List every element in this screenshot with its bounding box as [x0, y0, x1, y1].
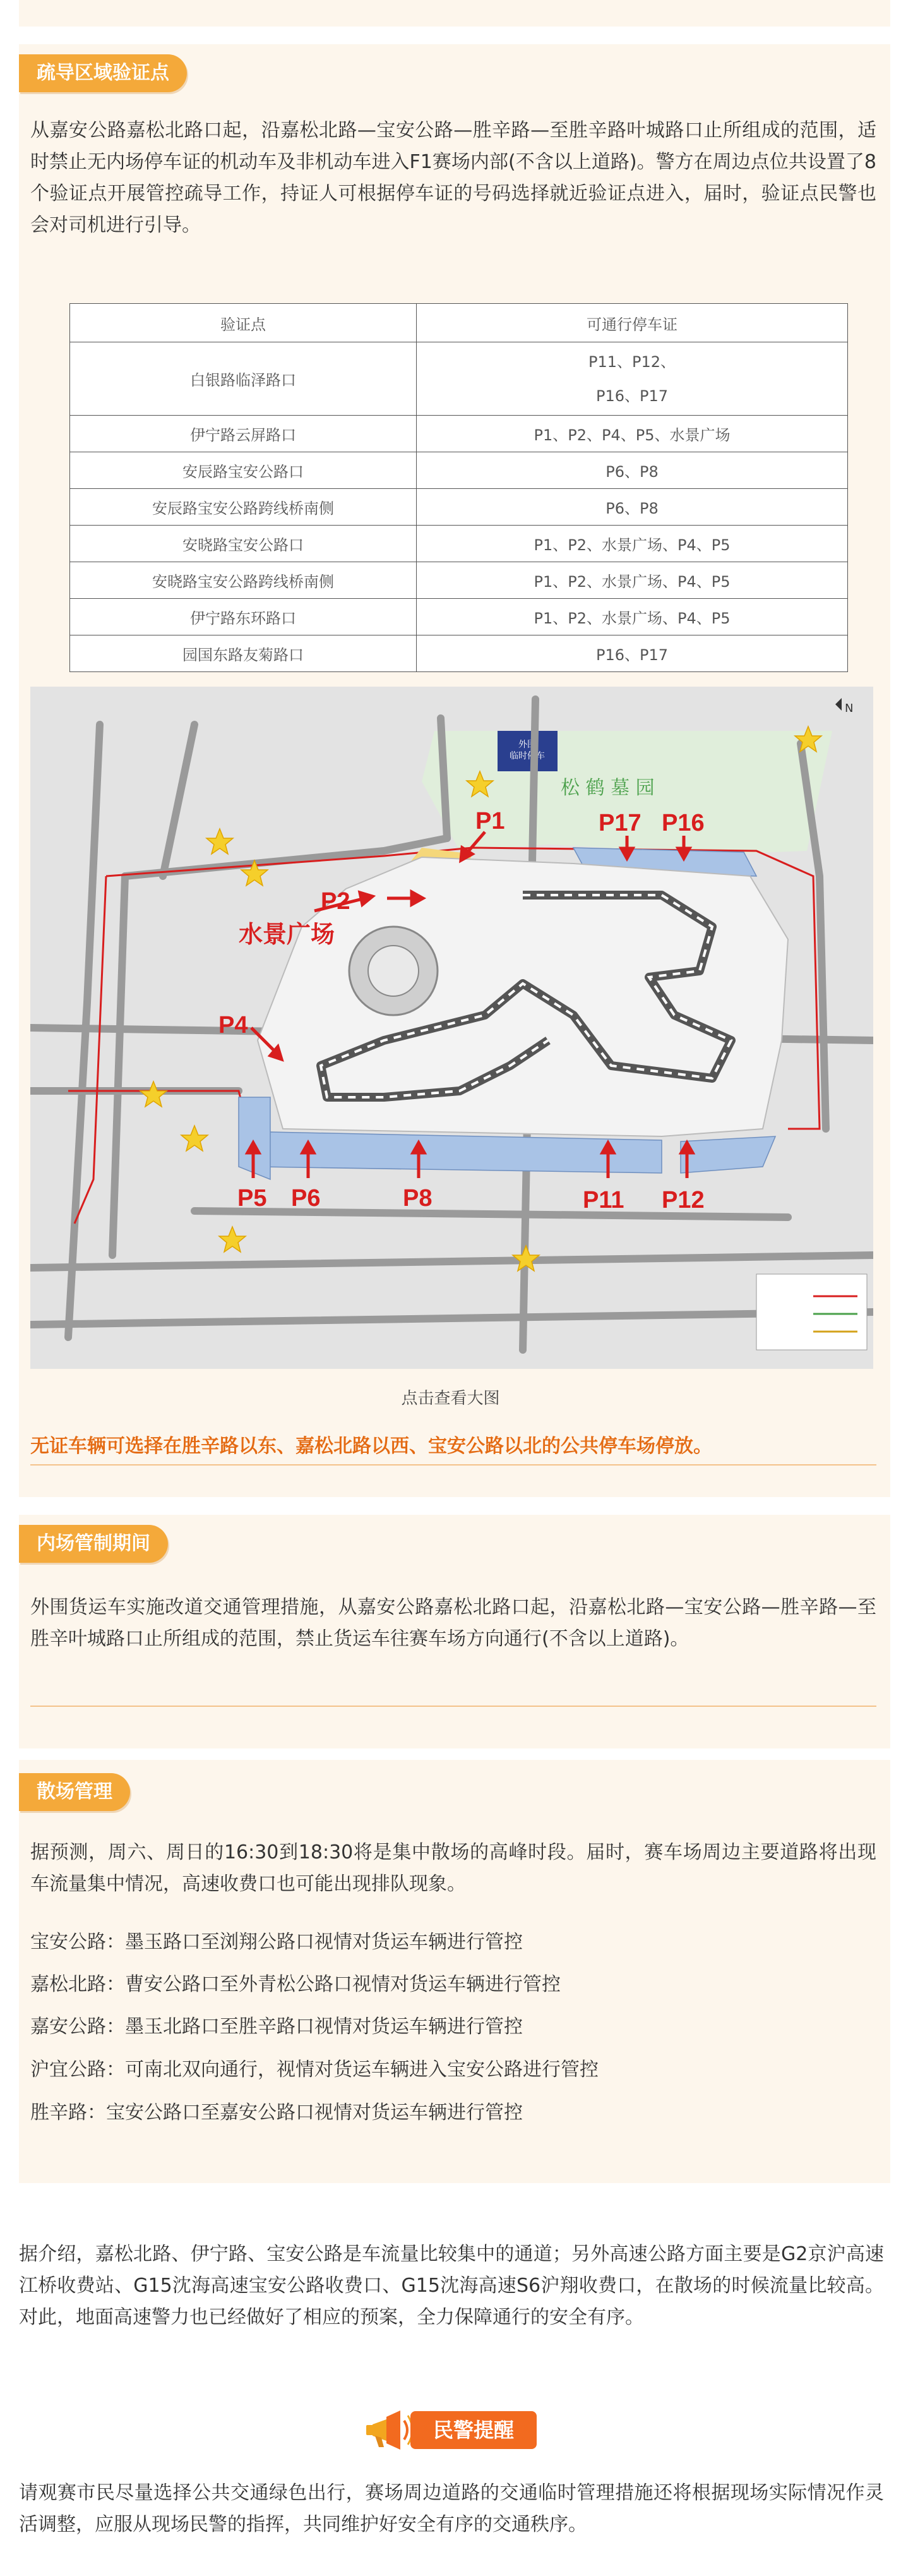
label-p4: P4	[218, 1012, 248, 1038]
reminder-paragraph: 请观赛市民尽量选择公共交通绿色出行，赛场周边道路的交通临时管理措施还将根据现场实际情况作灵活调整，应服从现场民警的指挥，共同维护好安全有序的交通秩序。	[19, 2482, 884, 2536]
table-cell-point: 白银路临泽路口	[70, 342, 417, 416]
table-row	[70, 635, 848, 672]
map-legend	[756, 1274, 867, 1350]
table-cell-point: 伊宁路东环路口	[70, 599, 417, 635]
table-cell-point: 安晓路宝安公路口	[70, 526, 417, 562]
table-header-row	[70, 304, 848, 342]
table-cell-permits: P1、P2、水景广场、P4、P5	[417, 526, 848, 562]
parking-highlight: 无证车辆可选择在胜辛路以东、嘉松北路以西、宝安公路以北的公共停车场停放。	[30, 1435, 712, 1457]
road-control-item: 嘉安公路：墨玉北路口至胜辛路口视情对货运车辆进行管控	[30, 2016, 523, 2038]
outer-parking-line: 临时停车	[510, 751, 545, 761]
guide-paragraph: 从嘉安公路嘉松北路口起，沿嘉松北路—宝安公路—胜辛路—至胜辛路叶城路口止所组成的范围，适时禁止无内场停车证的机动车及非机动车进入F1赛场内部(不含以上道路)。警方在周边点位共设置了8个验证点开展管控疏导工作，持证人可根据停车证的号码选择就近验证点进入，届时，验证点民警也会对司机进行引导。	[30, 119, 876, 236]
divider	[30, 1464, 876, 1466]
table-cell-permits: P1、P2、P4、P5、水景广场	[417, 416, 848, 452]
label-p11: P11	[583, 1187, 624, 1213]
road-control-item: 沪宜公路：可南北双向通行，视情对货运车辆进入宝安公路进行管控	[30, 2059, 599, 2081]
central-plaza-inner	[368, 946, 419, 996]
cemetery-label: 松 鹤 墓 园	[561, 777, 655, 799]
table-header: 验证点	[70, 304, 417, 342]
table-cell-permits: P16、P17	[417, 635, 848, 672]
compass-label: N	[845, 702, 854, 715]
police-reminder-badge	[361, 2408, 540, 2452]
table-cell-point: 安晓路宝安公路跨线桥南侧	[70, 562, 417, 599]
section-tag-inner: 内场管制期间	[19, 1525, 168, 1563]
road-control-item: 胜辛路：宝安公路口至嘉安公路口视情对货运车辆进行管控	[30, 2102, 523, 2124]
table-cell-permits: P6、P8	[417, 489, 848, 526]
police-reminder-label: 民警提醒	[410, 2411, 537, 2449]
table-row	[70, 562, 848, 599]
intro-paragraph: 据介绍，嘉松北路、伊宁路、宝安公路是车流量比较集中的通道；另外高速公路方面主要是G2京沪高速江桥收费站、G15沈海高速宝安公路收费口、G15沈海高速S6沪翔收费口，在散场的时候流量比较高。对此，地面高速警力也已经做好了相应的预案，全力保障通行的安全有序。	[19, 2243, 884, 2328]
outer-parking-line: 外围	[518, 740, 536, 750]
label-p16: P16	[662, 810, 705, 836]
table-row	[70, 489, 848, 526]
table-cell-permits: P6、P8	[417, 452, 848, 489]
section-tag-guide: 疏导区域验证点	[19, 54, 187, 92]
road-control-item: 宝安公路：墨玉路口至浏翔公路口视情对货运车辆进行管控	[30, 1931, 523, 1953]
label-p12: P12	[662, 1187, 705, 1213]
divider	[30, 1706, 876, 1707]
label-p2: P2	[321, 888, 350, 915]
label-p17: P17	[599, 810, 641, 836]
circuit-map[interactable]	[30, 687, 873, 1369]
table-cell-point: 安辰路宝安公路口	[70, 452, 417, 489]
table-header: 可通行停车证	[417, 304, 848, 342]
table-cell-point: 安辰路宝安公路跨线桥南侧	[70, 489, 417, 526]
megaphone-icon	[361, 2408, 418, 2452]
label-p8: P8	[403, 1185, 433, 1212]
table-cell-point: 园国东路友菊路口	[70, 635, 417, 672]
table-row	[70, 342, 848, 416]
road-control-item: 嘉松北路：曹安公路口至外青松公路口视情对货运车辆进行管控	[30, 1973, 561, 1995]
label-p6: P6	[291, 1185, 321, 1212]
section-tag-disperse: 散场管理	[19, 1773, 130, 1811]
circuit-map-svg	[30, 687, 873, 1369]
verification-table	[69, 303, 848, 672]
table-row	[70, 599, 848, 635]
table-cell-permits: P1、P2、水景广场、P4、P5	[417, 562, 848, 599]
table-cell-point: 伊宁路云屏路口	[70, 416, 417, 452]
table-row	[70, 452, 848, 489]
label-water-plaza: 水景广场	[239, 922, 335, 948]
map-caption[interactable]: 点击查看大图	[401, 1389, 500, 1408]
table-row	[70, 526, 848, 562]
table-cell-permits: P11、P12、 P16、P17	[417, 342, 848, 416]
disperse-paragraph: 据预测，周六、周日的16:30到18:30将是集中散场的高峰时段。届时，赛车场周边主要道路将出现车流量集中情况，高速收费口也可能出现排队现象。	[30, 1841, 876, 1895]
inner-paragraph: 外围货运车实施改道交通管理措施，从嘉安公路嘉松北路口起，沿嘉松北路—宝安公路—胜辛路—至胜辛叶城路口止所组成的范围，禁止货运车往赛车场方向通行(不含以上道路)。	[30, 1596, 876, 1650]
label-p5: P5	[237, 1185, 267, 1212]
table-cell-permits: P1、P2、水景广场、P4、P5	[417, 599, 848, 635]
label-p1: P1	[475, 808, 505, 834]
table-row	[70, 416, 848, 452]
card-top-remnant	[19, 0, 890, 27]
